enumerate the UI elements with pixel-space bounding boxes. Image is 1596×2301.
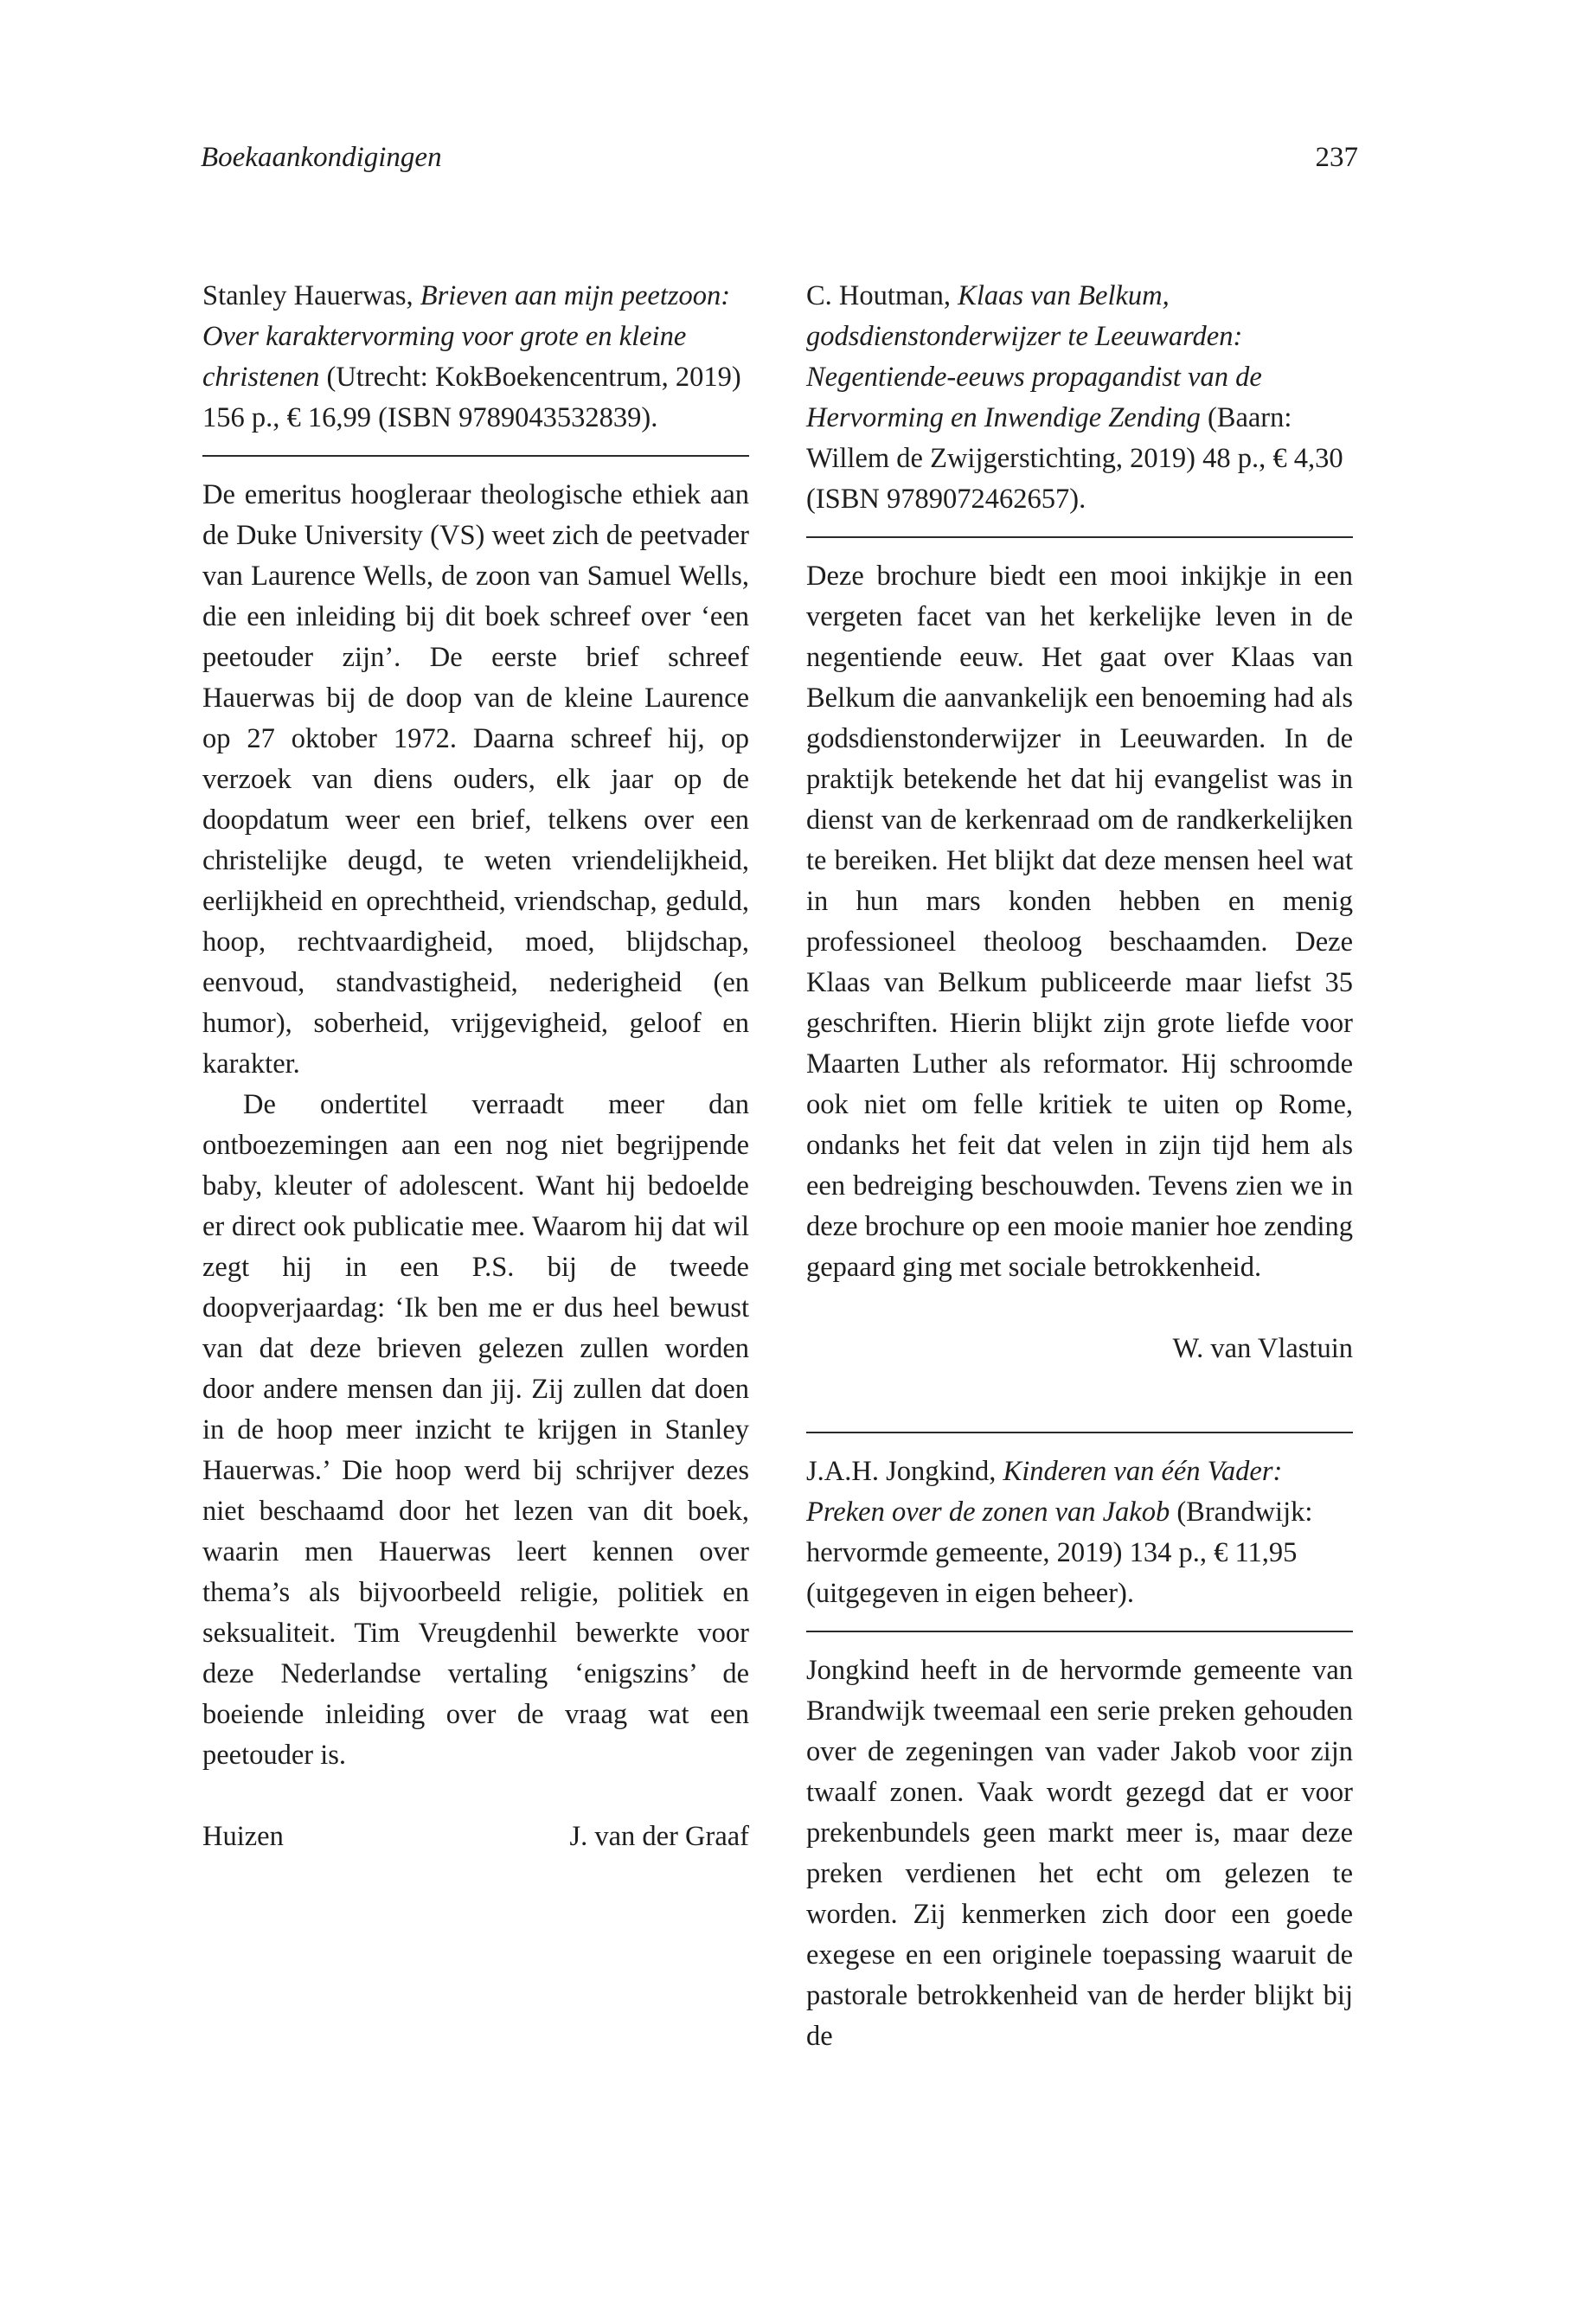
- review-paragraph: De ondertitel verraadt meer dan ontboezemingen aan een nog niet begrijpende baby, kleuter of adolescent. Want hij bedoelde er direct ook publicatie mee. Waarom hij dat wil zegt hij in een P.S. bij de tweede doopverjaardag: ‘Ik ben me er dus heel bewust van dat deze brieven gelezen zullen worden door andere mensen dan jij. Zij zullen dat doen in de hoop meer inzicht te krijgen in Stanley Hauerwas.’ Die hoop werd bij schrijver dezes niet beschaamd door het lezen van dit boek, waarin men Hauerwas leert kennen over thema’s als bijvoorbeeld religie, politiek en seksualiteit. Tim Vreugdenhil bewerkte voor deze Nederlandse vertaling ‘enigszins’ de boeiende inleiding over de vraag wat een peetouder is.: [202, 1089, 749, 1771]
- review-paragraph: Deze brochure biedt een mooi inkijkje in een vergeten facet van het kerkelijke leven in de negentiende eeuw. Het gaat over Klaas van Belkum die aanvankelijk een benoeming had als godsdienstonderwijzer in Leeuwarden. In de praktijk betekende het dat hij evangelist was in dienst van de kerkenraad om de randkerkelijken te bereiken. Het blijkt dat deze mensen heel wat in hun mars konden hebben en menig professioneel theoloog beschaamden. Deze Klaas van Belkum publiceerde maar liefst 35 geschriften. Hierin blijkt zijn grote liefde voor Maarten Luther als reformator. Hij schroomde ook niet om felle kritiek te uiten op Rome, ondanks het feit dat velen in zijn tijd hem als een bedreiging beschouwden. Tevens zien we in deze brochure op een mooie manier hoe zending gepaard ging met sociale betrokkenheid.: [806, 561, 1353, 1283]
- review-paragraph: Jongkind heeft in de hervormde gemeente van Brandwijk tweemaal een serie preken gehouden over de zegeningen van vader Jakob voor zijn twaalf zonen. Vaak wordt gezegd dat er voor prekenbundels geen markt meer is, maar deze preken verdienen het echt om gelezen te worden. Zij kenmerken zich door een goede exegese en een originele toepassing waaruit de pastorale betrokkenheid van de herder blijkt bij de: [806, 1655, 1353, 2052]
- section-spacer: [806, 1369, 1353, 1432]
- citation-details: (Brandwijk: hervormde gemeente, 2019) 134 p., € 11,95 (uitgegeven in eigen beheer).: [806, 1497, 1313, 1609]
- review-body: [202, 475, 749, 1776]
- book-citation: [202, 276, 749, 439]
- citation-details: (Utrecht: KokBoekencentrum, 2019) 156 p., € 16,99 (ISBN 9789043532839).: [202, 362, 741, 433]
- left-column: [202, 276, 749, 1857]
- reviewer-name: J. van der Graaf: [569, 1821, 749, 1852]
- review-signature: [202, 1817, 749, 1857]
- review-body: [806, 1650, 1353, 2057]
- running-title: Boekaankondigingen: [201, 142, 442, 173]
- section-divider: [202, 455, 749, 457]
- citation-title: Klaas van Belkum, godsdienstonderwijzer te Leeuwarden: Negentiende-eeuws propagandist van de Hervorming en Inwendige Zending: [806, 280, 1262, 433]
- review-houtman: [806, 276, 1353, 1369]
- review-paragraph: De emeritus hoogleraar theologische ethiek aan de Duke University (VS) weet zich de peetvader van Laurence Wells, de zoon van Samuel Wells, die een inleiding bij dit boek schreef over ‘een peetouder zijn’. De eerste brief schreef Hauerwas bij de doop van de kleine Laurence op 27 oktober 1972. Daarna schreef hij, op verzoek van diens ouders, elk jaar op de doopdatum weer een brief, telkens over een christelijke deugd, te weten vriendelijkheid, eerlijkheid en oprechtheid, vriendschap, geduld, hoop, rechtvaardigheid, moed, blijdschap, eenvoud, standvastigheid, nederigheid (en humor), soberheid, vrijgevigheid, geloof en karakter.: [202, 479, 749, 1080]
- book-citation: [806, 1452, 1353, 1614]
- citation-author: J.A.H. Jongkind,: [806, 1456, 1003, 1487]
- citation-details: (Baarn: Willem de Zwijgerstichting, 2019) 48 p., € 4,30 (ISBN 9789072462657).: [806, 402, 1343, 515]
- reviewer-place: Huizen: [202, 1821, 284, 1852]
- section-divider: [806, 1631, 1353, 1632]
- book-citation: [806, 276, 1353, 520]
- review-hauerwas: [202, 276, 749, 1857]
- section-divider: [806, 536, 1353, 538]
- review-jongkind: [806, 1432, 1353, 2057]
- page-number: 237: [1315, 142, 1358, 173]
- citation-title: Brieven aan mijn peetzoon: Over karaktervorming voor grote en kleine christenen: [202, 280, 731, 393]
- citation-author: C. Houtman,: [806, 280, 958, 311]
- right-column: [806, 276, 1353, 2057]
- citation-author: Stanley Hauerwas,: [202, 280, 420, 311]
- reviewer-name: W. van Vlastuin: [1172, 1333, 1353, 1364]
- section-divider: [806, 1432, 1353, 1433]
- citation-title: Kinderen van één Vader: Preken over de zonen van Jakob: [806, 1456, 1283, 1528]
- review-body: [806, 556, 1353, 1288]
